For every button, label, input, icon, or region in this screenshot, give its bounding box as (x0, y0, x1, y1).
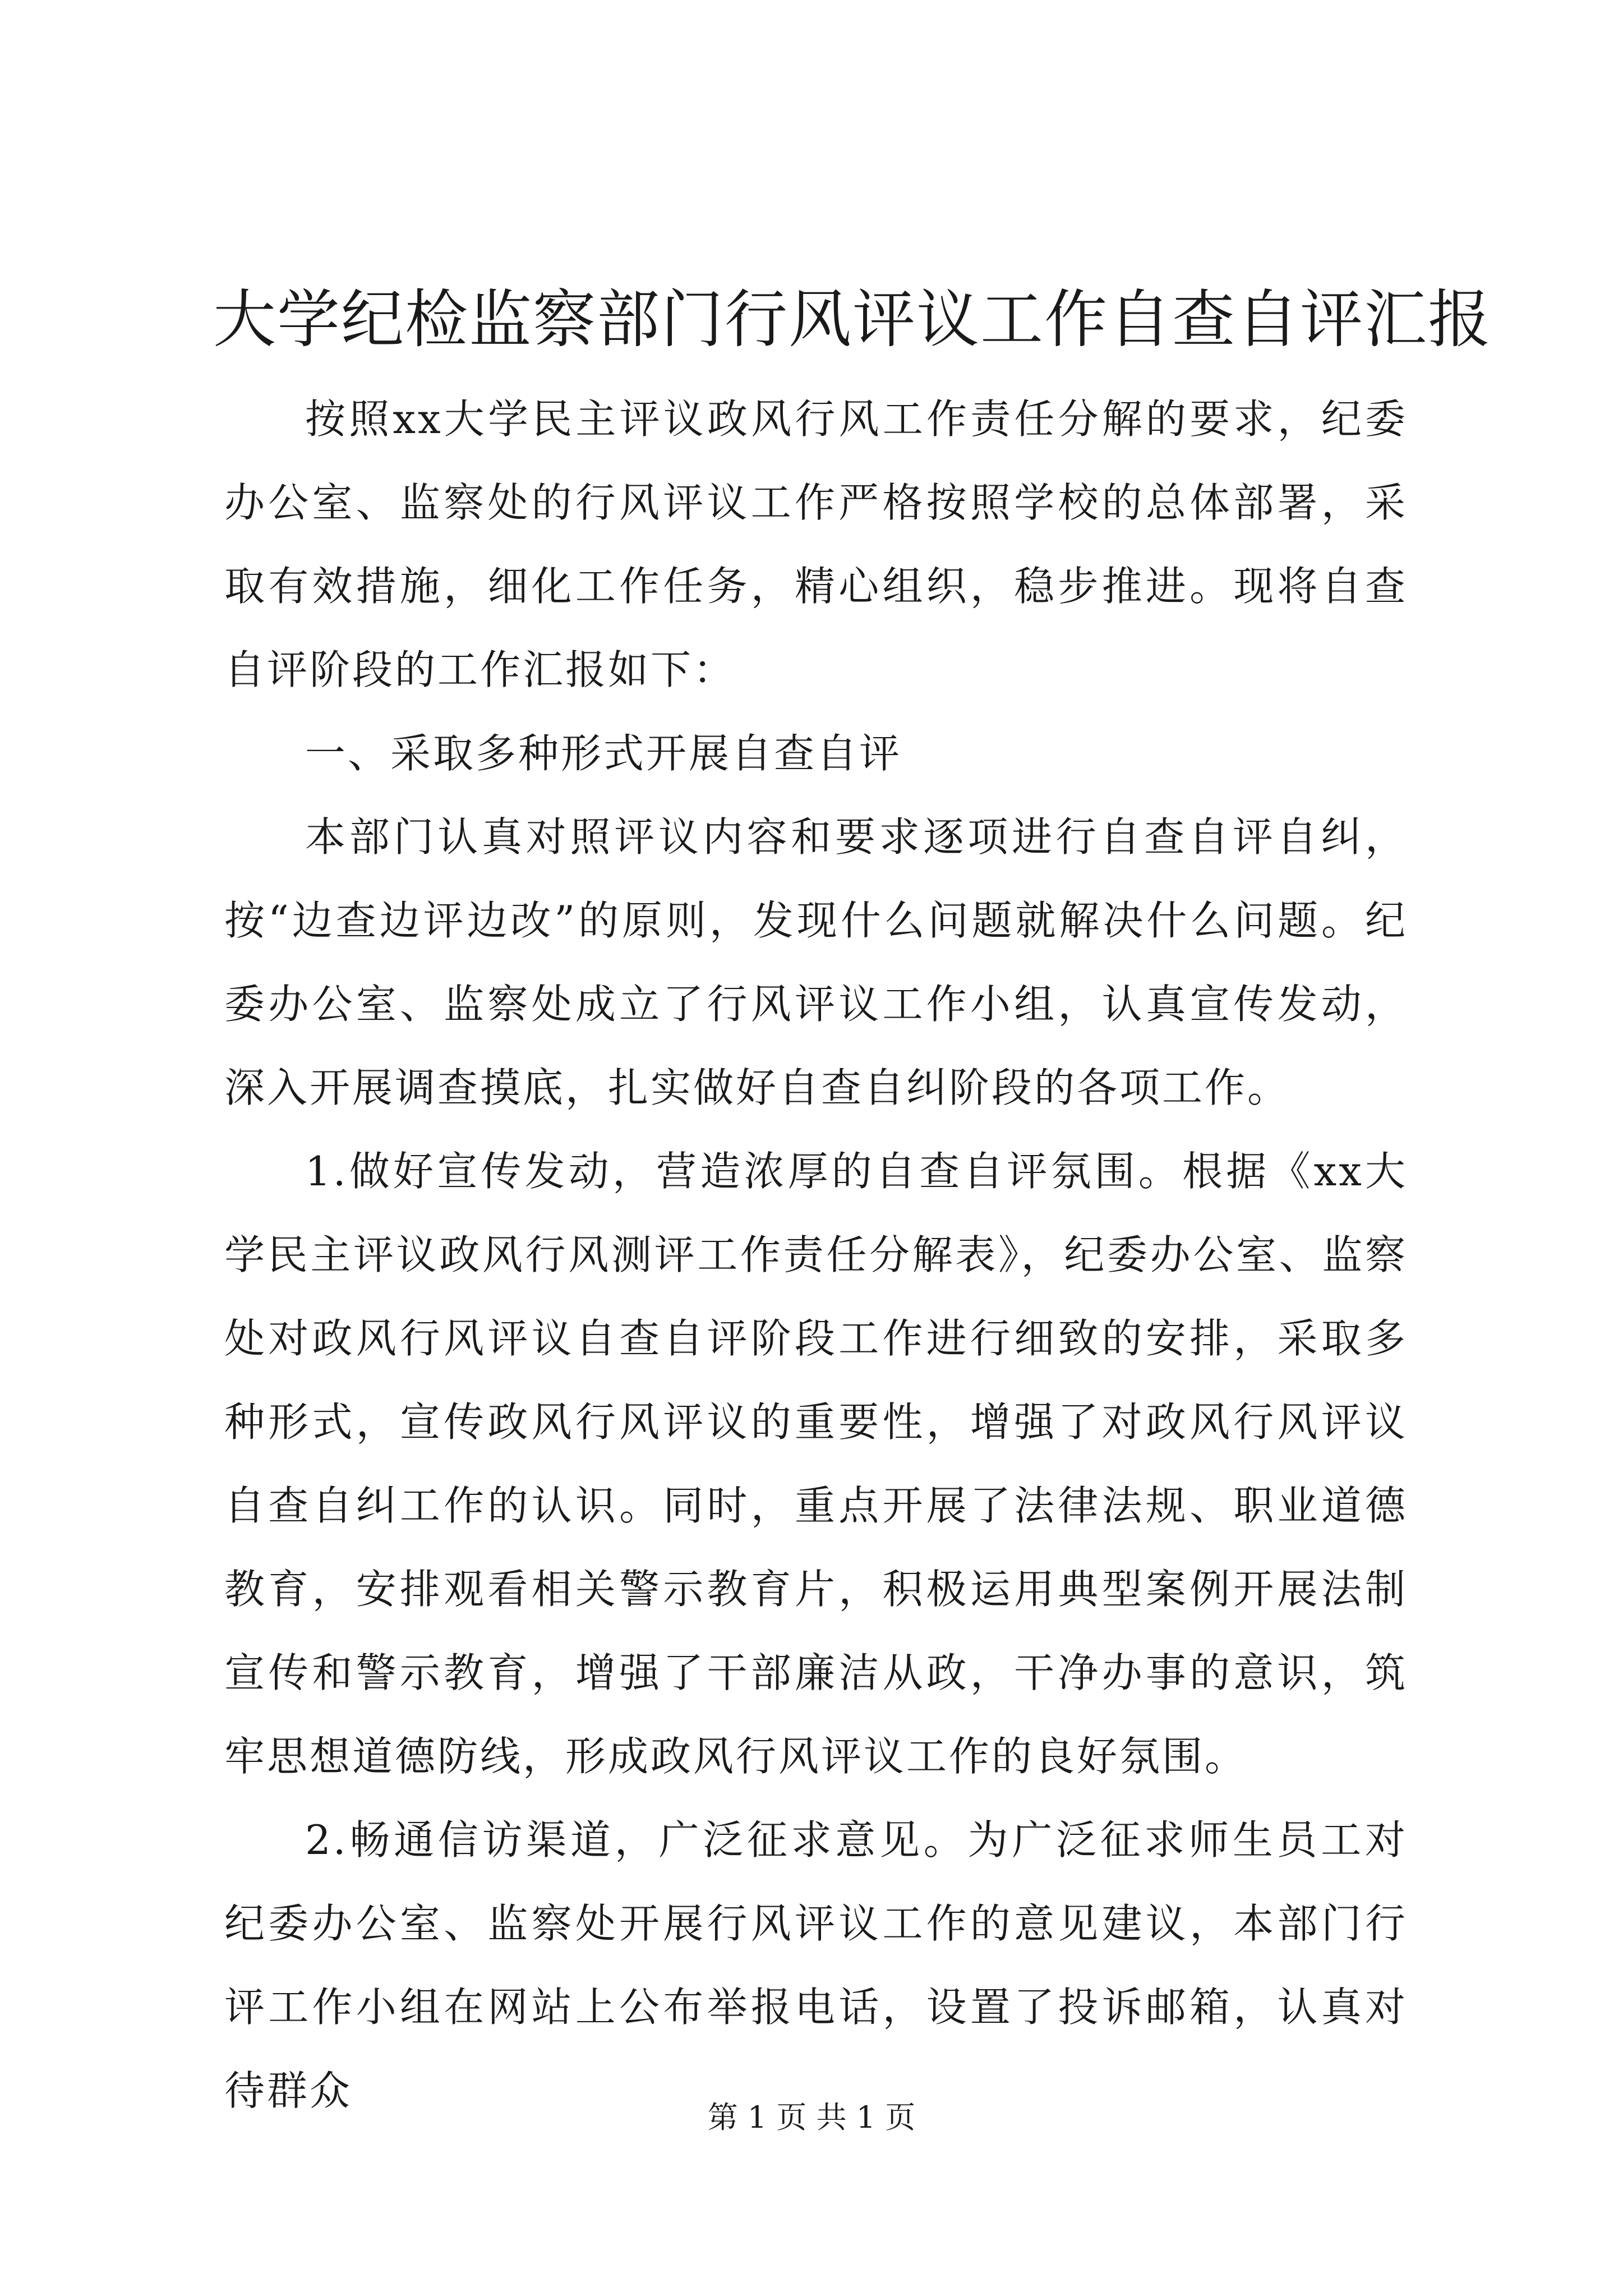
paragraph-intro: 按照xx大学民主评议政风行风工作责任分解的要求，纪委办公室、监察处的行风评议工作严格按照学校的总体部署，采取有效措施，细化工作任务，精心组织，稳步推进。现将自查自评阶段的工作汇报如下： (224, 395, 1408, 693)
paragraph-item-2: 2.畅通信访渠道，广泛征求意见。为广泛征求师生员工对纪委办公室、监察处开展行风评议工作的意见建议，本部门行评工作小组在网站上公布举报电话，设置了投诉邮箱，认真对待群众 (224, 1816, 1408, 2114)
page-number: 第 1 页 共 1 页 (707, 2100, 916, 2135)
paragraph-item-1: 1.做好宣传发动，营造浓厚的自查自评氛围。根据《xx大学民主评议政风行风测评工作责任分解表》，纪委办公室、监察处对政风行风评议自查自评阶段工作进行细致的安排，采取多种形式，宣传政风行风评议的重要性，增强了对政风行风评议自查自纠工作的认识。同时，重点开展了法律法规、职业道德教育，安排观看相关警示教育片，积极运用典型案例开展法制宣传和警示教育，增强了干部廉洁从政，干净办事的意识，筑牢思想道德防线，形成政风行风评议工作的良好氛围。 (224, 1148, 1408, 1780)
page-footer (0, 2095, 1623, 2140)
section-heading-1: 一、采取多种形式开展自查自评 (305, 730, 902, 777)
document-title: 大学纪检监察部门行风评议工作自查自评汇报 (213, 283, 1492, 356)
document-body (224, 378, 1408, 2133)
paragraph-section-1: 本部门认真对照评议内容和要求逐项进行自查自评自纠，按“边查边评边改”的原则，发现什么问题就解决什么问题。纪委办公室、监察处成立了行风评议工作小组，认真宣传发动，深入开展调查摸底，扎实做好自查自纠阶段的各项工作。 (224, 813, 1408, 1111)
